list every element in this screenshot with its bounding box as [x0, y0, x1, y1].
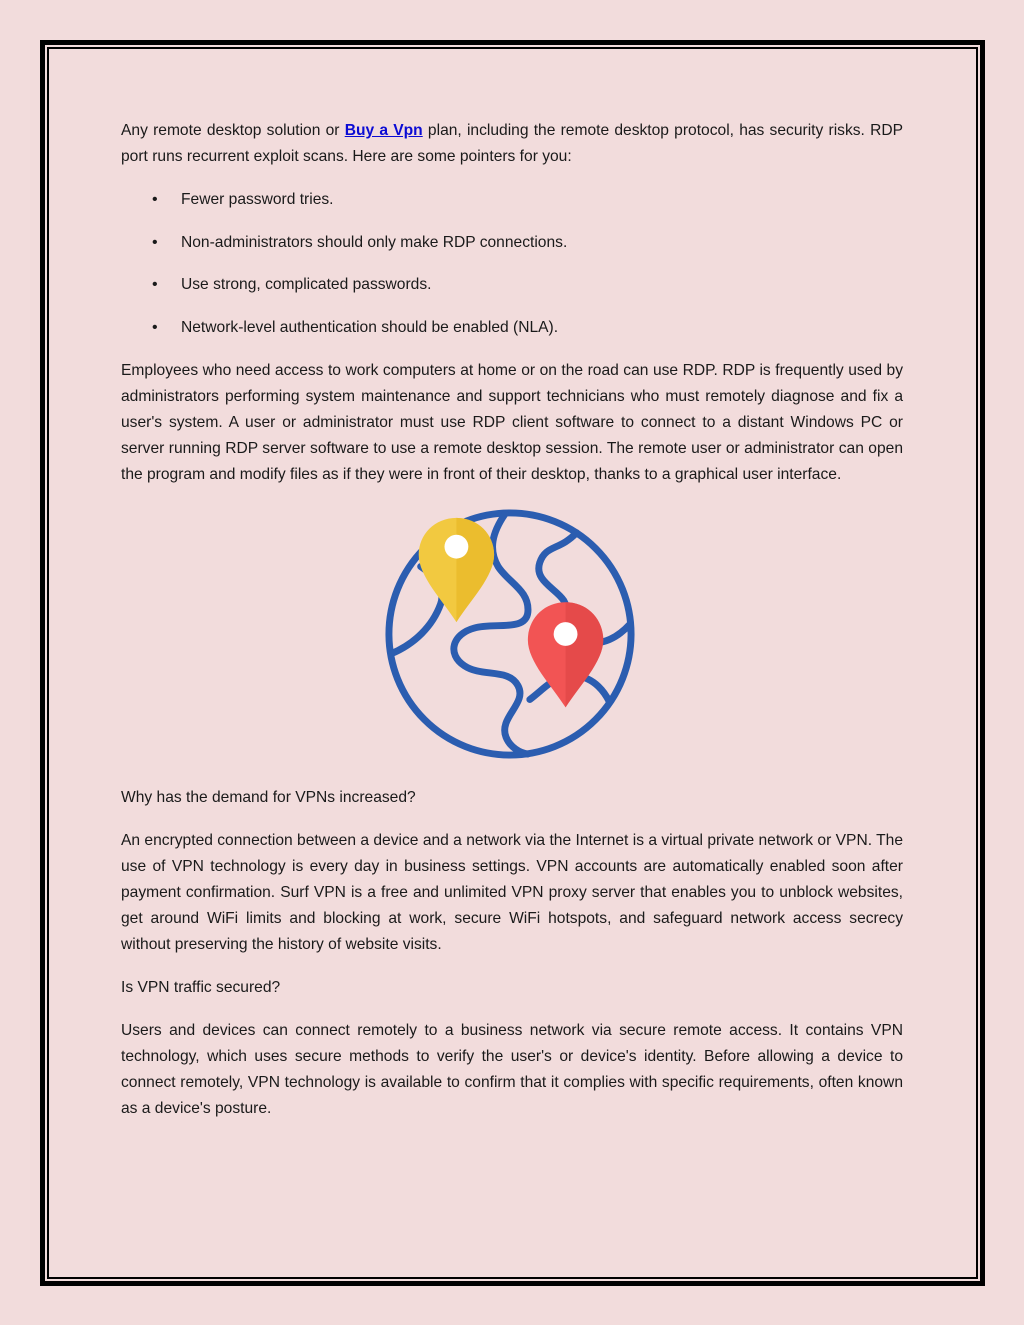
security-pointers-list: [121, 187, 903, 341]
section-body-secured: Users and devices can connect remotely to a business network via secure remote access. It contains VPN technology, which uses secure methods to verify the user's or device's identity. Before allowing a device to connect remotely, VPN technology is available to confirm that it complies with specific requirements, often known as a device's posture.: [121, 1022, 903, 1118]
section-heading-demand: Why has the demand for VPNs increased?: [121, 789, 416, 807]
list-item: • Non-administrators should only make RDP connections.: [181, 230, 903, 256]
globe-with-location-pins-icon: [381, 505, 639, 763]
buy-a-vpn-link[interactable]: Buy a Vpn: [344, 122, 423, 139]
illustration: [121, 505, 903, 763]
yellow-location-pin-icon: [418, 518, 493, 622]
list-item: • Use strong, complicated passwords.: [181, 272, 903, 298]
list-item: • Network-level authentication should be enabled (NLA).: [181, 315, 903, 341]
list-item: • Fewer password tries.: [181, 187, 903, 213]
intro-text-before-link: Any remote desktop solution or: [121, 122, 345, 139]
intro-text-after-link: plan, including the remote desktop protocol, has security risks. RDP port runs recurrent exploit scans. Here are some pointers for you:: [121, 122, 904, 165]
section-heading-secured: Is VPN traffic secured?: [121, 979, 281, 997]
intro-paragraph: [121, 118, 903, 170]
section-body-demand: An encrypted connection between a device and a network via the Internet is a virtual private network or VPN. The use of VPN technology is every day in business settings. VPN accounts are automatically enabled soon after payment confirmation. Surf VPN is a free and unlimited VPN proxy server that enables you to unblock websites, get around WiFi limits and blocking at work, secure WiFi hotspots, and safeguard network access secrecy without preserving the history of website visits.: [121, 832, 903, 954]
rdp-paragraph: Employees who need access to work computers at home or on the road can use RDP. RDP is frequently used by administrators performing system maintenance and support technicians who must remotely diagnose and fix a user's system. A user or administrator must use RDP client software to connect to a distant Windows PC or server running RDP server software to use a remote desktop session. The remote user or administrator can open the program and modify files as if they were in front of their desktop, thanks to a graphical user interface.: [121, 362, 903, 484]
document-body: [121, 118, 903, 1139]
